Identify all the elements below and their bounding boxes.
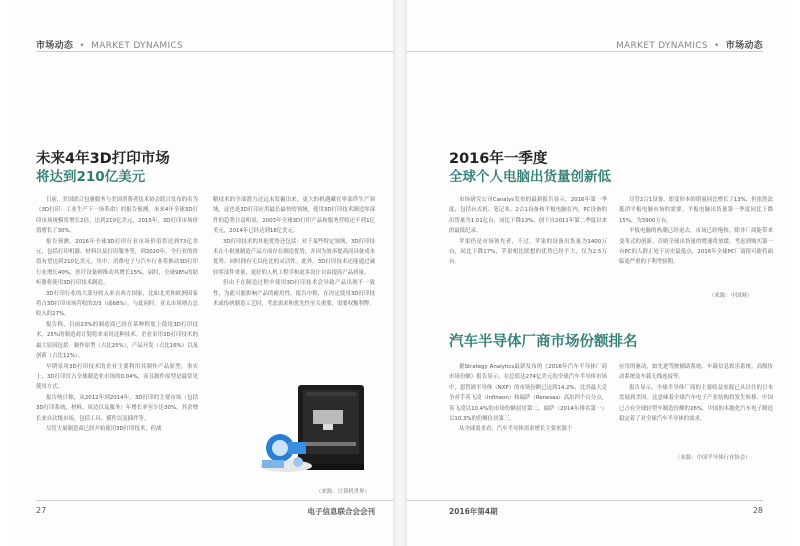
- header-rule: [36, 51, 393, 52]
- header-rule: [407, 51, 763, 52]
- article-column: [449, 195, 607, 268]
- footer-rule: [407, 500, 763, 501]
- paragraph: 日前，美国联合包裹服务与美国消费者技术协会联合发布的名为《3D打印：工业生产下一场革命》的报告预测，未来4年全球3D打印市场规模将增长2倍，达到210亿美元，2015年，3D打印市场价值增长了30%。: [36, 197, 198, 235]
- source-note: （来源：中国网）: [709, 293, 753, 299]
- source-note: （来源：中国半导体行业协会）: [675, 455, 751, 461]
- paragraph: 略技术的全部潜力还远未发掘出来。更大的机遇藏在零部件生产领域，这也是3D打印应用最长最快的领域。使用3D打印技术制造零部件的趋势日益明显，2003年全球3D打印产品和服务营收还不到1亿美元，2014年已经达到18亿美元。: [213, 197, 375, 235]
- article-column: [213, 195, 375, 309]
- article-column: [449, 362, 607, 435]
- article-column: [619, 362, 773, 424]
- article-column: [36, 195, 198, 434]
- paragraph: 应用的驱动，如先进驾驶辅助系统、车载信息娱乐系统、高级传动系统及车载无线连接等。: [619, 364, 773, 381]
- page-number: 27: [36, 506, 47, 515]
- 3d-printer-photo: [258, 380, 378, 480]
- article-title: 未来4年3D打印市场: [36, 151, 170, 167]
- page-left: [10, 0, 393, 546]
- paragraph: 市场研究公司Canalys发布的最新报告显示，2016年第一季度，包括台式机、笔记本、2合1设备和平板电脑在内，PC设备的出货量为1.01亿台，同比下降13%，创下自2011年第二季度以来的最低纪录。: [449, 197, 607, 235]
- header-bullet: •: [79, 41, 85, 51]
- article-title: 汽车半导体厂商市场份额排名: [449, 334, 638, 350]
- header-cn: 市场动态: [725, 41, 763, 51]
- header-cn: 市场动态: [36, 41, 74, 51]
- paragraph: 报告显示，全球半导体厂商的主要收益来源已从以往的日本发展到美国。这意味着全球汽车电子产业结构将发生转移。中国已占有全球轻型车制造份额的26%，中国的本地化汽车电子制造稳定着了对全球汽车半导体的需求。: [619, 384, 773, 423]
- page-number: 28: [752, 506, 763, 515]
- paragraph: 但由于在制造过程中使用3D打印技术会导致产品出现不一致性，为此可能影响产品的耐用性。报告中称，在决定使用3D打印技术或传统制造工艺时，考虑需求和优先性至关重要，需要权衡利弊。: [213, 280, 375, 308]
- paragraph: 平板电脑的热潮已经退去，市场已经饱和。除非厂商能带来变革式的创新，否则全球出货量的增速将放缓。考虑到购买第一台PC的人群正处于历史最低点，2016年全球PC厂商很可能将面临更严重的下利考验期。: [619, 228, 773, 266]
- header-en: MARKET DYNAMICS: [615, 41, 708, 51]
- running-header-left: [36, 38, 183, 51]
- paragraph: 苹果仍是市场领先者，不过，苹果的设备出货量为1400万台，同比下降17%，苹果相比联想的优势已经不大，仅为2.5万台。: [449, 238, 607, 266]
- publication-name: 电子信息联合会会刊: [307, 507, 375, 516]
- paragraph: 报告预测，2016年全球3D打印行业市场价值将达到73亿美元，包括打印机器、材料以及打印服务等，到2020年，全行业的价值有望达到210亿美元。其中，消费电子与汽车行业将推动3D打印行业增长40%，医疗设备则推动其增长15%。届时，全球98%的助听器将使用3D打印技术制造。: [36, 238, 198, 287]
- paragraph: 从全球需求看，汽车半导体需求增长主要来源于: [459, 426, 573, 433]
- paragraph: 3D打印技术的其他优势还包括：对于某些特定领域，3D打印技术在小批量制造产品方面存在制造优势，并因为效率提高而具备成本优势。同时拥有无以伦比的灵活性。此外，3D打印技术还能通过减轻零部件重量，更好的人机工程学和更多设计自由提高产品质量。: [213, 238, 375, 276]
- page-right: [407, 0, 790, 546]
- paragraph: 据Strategy Analytics最新发布的《2016年汽车半导体厂商市场份额》报告显示，在总值达274亿美元的全球汽车半导体市场中，恩智浦半导体（NXP）的市场份额已达到14.2%，比其最大竞争对手英飞凌（Infineon）和瑞萨（Renesas）高出四个百分点，英飞凌以10.4%的市场份额屈居第二，瑞萨（2014年排名第一）以10.3%的份额位居第三。: [449, 364, 607, 423]
- paragraph: 报告统计称，从2012年到2014年，3D打印的主要市场（包括3D打印系统、材料、周边以及服务）年增长率至少达30%，其余增长来自次级市场，包括工具、模件以及插件等。: [36, 394, 198, 422]
- paragraph: 尽管大量制造商已经开始使用3D打印技术，但战: [46, 425, 162, 432]
- article-title: 2016年一季度: [449, 151, 548, 167]
- paragraph: 尽管2合1设备，即变形本的销量同比增长了13%，但依然法抵消平板电脑市场的需要。平板电脑出货量第一季度同比下降15%，为3900万台。: [619, 197, 773, 224]
- header-en: MARKET DYNAMICS: [91, 41, 184, 51]
- issue-label: 2016年第4期: [449, 507, 498, 516]
- footer-rule: [36, 500, 393, 501]
- paragraph: 3D打印行业的大部分收入来自西方国家，比如北美和欧洲国家将占3D打印市场营收的2/3（或68%），与此同时，亚太市场则占总收入的27%。: [36, 290, 198, 318]
- source-note: （来源：计算机世界）: [316, 489, 370, 495]
- article-subtitle: 全球个人电脑出货量创新低: [449, 169, 611, 185]
- paragraph: 早期采用3D打印技术的企业主要利用其制作产品原型，事实上，3D打印仅占全球制造业市场的0.04%，而且制作原型是最常见使用方式。: [36, 363, 198, 391]
- article-subtitle: 将达到210亿美元: [36, 169, 146, 185]
- running-header-right: [616, 38, 763, 51]
- paragraph: 报告称，目前23%的制造商已经在某种程度上使用3D打印技术，25%的制造商计划将来采用这种技术。企业采用3D打印技术的最大原因包括：制作原型（占比25%），产品开发（占比16%）以及创新（占比11%）。: [36, 321, 198, 360]
- article-column: [619, 195, 773, 268]
- spine-gutter: [393, 0, 407, 546]
- header-bullet: •: [714, 41, 720, 51]
